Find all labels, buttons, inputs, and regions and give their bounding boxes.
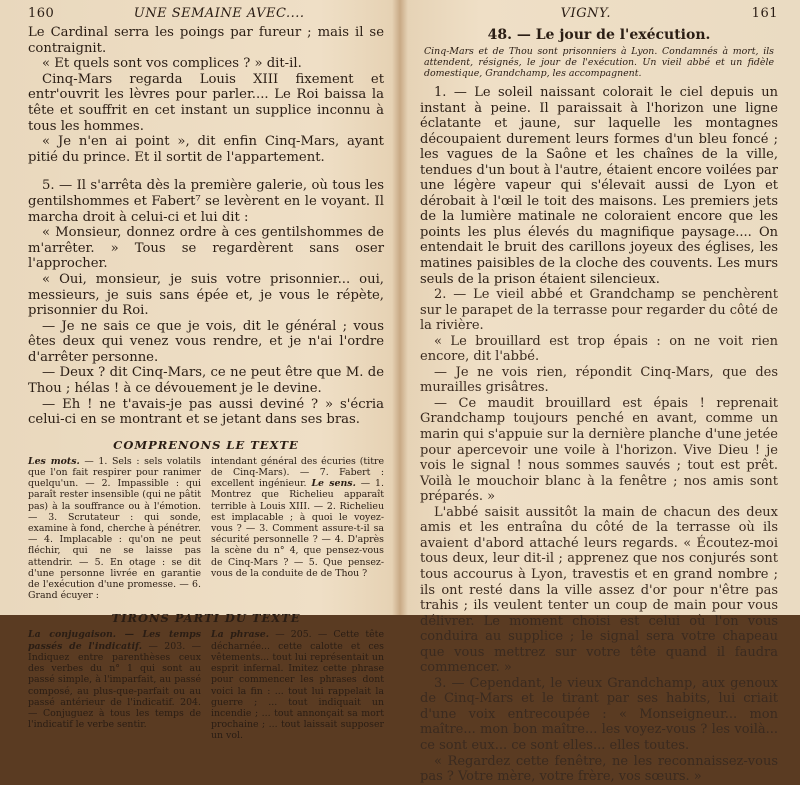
paragraph: Cinq-Mars regarda Louis XIII fixement et entr'ouvrit les lèvres pour parler.... Le Roi baissa la tête et souffrit en cet instant un supplice inconnu à tous les hommes.: [28, 71, 384, 134]
chapter-title: 48. — Le jour de l'exécution.: [487, 27, 711, 43]
paragraph: 2. — Le vieil abbé et Grandchamp se penchèrent sur le parapet de la terrasse pour regarder du côté de la rivière.: [420, 287, 778, 334]
right-page: [402, 0, 800, 785]
mots-label: Les mots.: [28, 455, 80, 467]
paragraph: Le Cardinal serra les poings par fureur ; mais il se contraignit.: [28, 25, 384, 56]
paragraph: « Le brouillard est trop épais : on ne voit rien encore, dit l'abbé.: [420, 333, 778, 365]
section-title-comprenons: COMPRENONS LE TEXTE: [113, 437, 299, 452]
conjugaison-label: La conjugaison. — Les temps passés de l'indicatif.: [28, 629, 201, 652]
paragraph: « Je n'en ai point », dit enfin Cinq-Mars, ayant pitié du prince. Et il sortit de l'appartement.: [28, 134, 384, 165]
exercises-block-1: [28, 456, 384, 602]
conjugaison-column: [28, 629, 201, 741]
phrase-label: La phrase.: [211, 629, 270, 641]
mots-text: — 1. Sels : sels volatils que l'on fait respirer pour ranimer quelqu'un. — 2. Impassible : qui paraît rester insensible (qui ne pâtit pas) à la souffrance ou à l'émotion. — 3. Scrutateur : qui sonde, examine à fond, cherche à pénétrer. — 4. Implacable : qu'on ne peut fléchir, qui ne se laisse pas attendrir. — 5. En otage : se dit d'une personne livrée en garantie de l'exécution d'une promesse. — 6. Grand écuyer :: [28, 455, 201, 602]
right-running-title: VIGNY.: [560, 6, 611, 21]
phrase-column: [211, 629, 384, 741]
right-running-head: [420, 6, 778, 21]
paragraph: « Et quels sont vos complices ? » dit-il.: [42, 56, 302, 72]
left-page-number: 160: [28, 6, 55, 21]
section-title-tirons: TIRONS PARTI DU TEXTE: [111, 611, 301, 626]
paragraph: « Oui, monsieur, je suis votre prisonnier... oui, messieurs, je suis sans épée et, je vous le répète, prisonnier du Roi.: [28, 271, 384, 319]
exercises-block-2: [28, 629, 384, 741]
left-running-head: [28, 6, 384, 21]
paragraph: — Je ne vois rien, répondit Cinq-Mars, que des murailles grisâtres.: [420, 364, 778, 396]
phrase-text: — 205. — Cette tête décharnée... cette calotte et ces vêtements... tout lui représentait un esprit infernal. Imitez cette phrase pour commencer les phrases dont voici la fin : ... tout lui rappelait la guerre ; ... tout indiquait un incendie ; ... tout annonçait sa mort prochaine ; ... tout laissait supposer un vol.: [211, 629, 385, 742]
right-page-number: 161: [751, 6, 778, 21]
sens-column: [211, 456, 384, 602]
paragraph: — Deux ? dit Cinq-Mars, ce ne peut être que M. de Thou ; hélas ! à ce dévouement je le devine.: [28, 365, 384, 397]
sens-text: — 1. Montrez que Richelieu apparaît terrible à Louis XIII. — 2. Richelieu est implacable ; à quoi le voyez-vous ? — 3. Comment assure-t-il sa sécurité personnelle ? — 4. D'après la scène du n° 4, que pensez-vous de Cinq-Mars ? — 5. Que pensez-vous de la conduite de de Thou ?: [211, 478, 384, 579]
paragraph: L'abbé saisit aussitôt la main de chacun des deux amis et les entraîna du côté de la terrasse où ils avaient d'abord attaché leurs regards. « Écoutez-moi tous deux, leur dit-il ; apprenez que nos conjurés sont tous accourus à Lyon, travestis et en grand nombre ; ils ont resté dans la ville assez d'or pour n'être pas trahis ; ils veulent tenter un coup de main pour vous délivrer. Le moment choisi est celui où l'on vous conduira au supplice ; le signal sera votre chapeau que vous mettrez sur votre tête quand il faudra commencer. »: [420, 504, 778, 676]
chapter-intro: Cinq-Mars et de Thou sont prisonniers à Lyon. Condamnés à mort, ils attendent, résignés, le jour de l'exécution. Un vieil abbé et un fidèle domestique, Grandchamp, les accompagnent.: [424, 46, 774, 79]
sens-label: Le sens.: [311, 478, 356, 490]
paragraph: — Eh ! ne t'avais-je pas aussi deviné ? » s'écria celui-ci en se montrant et se jetant dans ses bras.: [28, 396, 384, 428]
paragraph: « Regardez cette fenêtre, ne les reconnaissez-vous pas ? Votre mère, votre frère, vos sœurs. »: [420, 753, 778, 785]
paragraph: — Ce maudit brouillard est épais ! reprenait Grandchamp toujours penché en avant, comme un marin qui s'appuie sur la dernière planche d'une jetée pour apercevoir une voile à l'horizon. Vive Dieu ! je vois le signal ! nous sommes sauvés ; tout est prêt. Voilà le mouchoir blanc à la fenêtre ; nos amis sont préparés. »: [420, 395, 778, 505]
paragraph: 5. — Il s'arrêta dès la première galerie, où tous les gentilshommes et Fabert⁷ se levèrent en le voyant. Il marcha droit à celui-ci et lui dit :: [28, 178, 384, 225]
paragraph: — Je ne sais ce que je vois, dit le général ; vous êtes deux qui venez vous rendre, et je n'ai l'ordre d'arrêter personne.: [28, 318, 384, 365]
mots-column: [28, 456, 201, 602]
paragraph: 1. — Le soleil naissant colorait le ciel depuis un instant à peine. Il paraissait à l'horizon une ligne éclatante et jaune, sur laquelle les montagnes découpaient durement leurs formes d'un bleu foncé ; les vagues de la Saône et les chaînes de la ville, tendues d'un bout à l'autre, étaient encore voilées par une légère vapeur qui s'élevait aussi de Lyon et dérobait à l'œil le toit des maisons. Les premiers jets de la lumière matinale ne coloraient encore que les points les plus élevés du magnifique paysage.... On entendait le bruit des carillons joyeux des églises, les matines paisibles de la cloche des couvents. Les murs seuls de la prison étaient silencieux.: [420, 85, 778, 287]
left-page: [0, 0, 398, 742]
left-running-title: UNE SEMAINE AVEC....: [133, 6, 305, 21]
conjugaison-text: — 203. — Indiquez entre parenthèses ceux des verbes du n° 1 qui sont au passé simple, à l'imparfait, au passé composé, au plus-que-parfait ou au passé antérieur de l'indicatif. 204. — Conjuguez à tous les temps de l'indicatif le verbe sentir.: [28, 640, 202, 731]
mots-continued: intendant général des écuries (titre de Cinq-Mars). — 7. Fabert : excellent ingénieur.: [211, 455, 384, 490]
paragraph: « Monsieur, donnez ordre à ces gentilshommes de m'arrêter. » Tous se regardèrent sans oser l'approcher.: [28, 225, 384, 272]
paragraph: 3. — Cependant, le vieux Grandchamp, aux genoux de Cinq-Mars et le tirant par ses habits, lui criait d'une voix entrecoupée : « Monseigneur... mon maître... mon bon maître... les voyez-vous ? les voilà... ce sont eux... ce sont elles... elles toutes.: [420, 675, 778, 753]
